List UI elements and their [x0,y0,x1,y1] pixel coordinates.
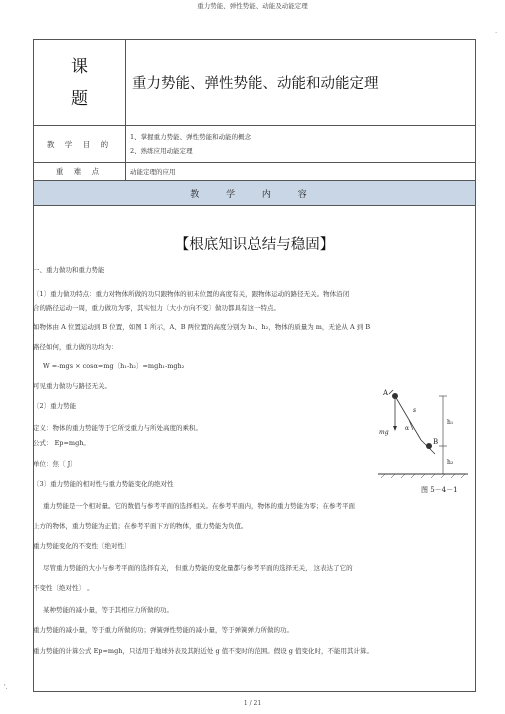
paragraph-line: 如物体由 A 位置运动到 B 位置，如图 1 所示，A、B 两位置的高度分别为 h₁、h₂，物体的质量为 m，无论从 A 到 B [33,323,371,331]
running-header: 重力势能、弹性势能、动能及动能定理 [197,2,308,10]
label-a: A [383,389,389,397]
paragraph-line: 可见重力做功与路径无关。 [33,382,111,390]
label-b: B [433,438,439,446]
course-title: 重力势能、弹性势能、动能和动能定理 [126,40,476,126]
lesson-header-table [33,39,476,206]
paragraph-line: 〔1〕重力做功特点：重力对物体所做的功只跟物体的初末位置的高度有关，跟物体运动的路径无关。物体沿闭 [33,290,350,298]
heading-potential-energy: 〔2〕重力势能 [33,402,77,410]
paragraph-line: 重力势能是一个相对量。它的数值与参考平面的选择相关。在参考平面内，物体的重力势能为零；在参考平面 [43,502,355,510]
label-alpha: α [405,425,410,432]
corner-mark: '. [4,684,8,691]
section-title: 【根底知识总结与稳固】 [174,237,335,253]
paragraph-line: 尽管重力势能的大小与参考平面的选择有关， 但重力势能的变化量都与参考平面的选择无关， 这表达了它的 [43,564,353,572]
figure-caption: 图 5－4－1 [421,486,458,494]
course-label-1: 课 [71,56,88,77]
course-label-cell [34,40,126,126]
header-dot: . [495,28,497,35]
formula-line: W =-mgs × cosα=mg〔h₁-h₂〕=mgh₁-mgh₂ [43,362,185,370]
label-mg: mg [379,429,389,436]
label-h2: h₂ [447,459,454,466]
label-h1: h₁ [447,419,454,426]
heading-relativity: 〔3〕重力势能的相对性与重力势能变化的绝对性 [33,480,174,488]
course-label-2: 题 [71,88,88,109]
paragraph-line: 重力势能的计算公式 Ep=mgh，只适用于地球外表及其附近处 g 值不变时的范围。假设 g 值变化时，不能用其计算。 [33,647,374,655]
goals-cell [126,126,476,163]
unit-line: 单位：焦〔 J〕 [33,460,77,468]
paragraph-line: 重力势能变化的不变性〔绝对性〕 [33,542,131,550]
key-label: 重 难 点 [34,163,126,181]
formula-line: 公式： Ep=mgh。 [33,439,90,447]
paragraph-line: 路径如何，重力做的功均为： [33,343,118,351]
goal-item: 2、熟练应用动能定理 [130,147,193,155]
content-band: 教 学 内 容 [34,181,476,206]
paragraph-line: 上方的物体，重力势能为正值；在参考平面下方的物体，重力势能为负值。 [33,522,248,530]
paragraph-line: 合的路径运动一周，重力做功为零，其实恒力〔大小方向不变〕做功都具有这一特点。 [33,304,280,312]
incline-figure [373,386,473,496]
paragraph-line: 某种势能的减小量，等于其相应力所做的功。 [43,606,173,614]
label-s: s [413,407,417,414]
definition-line: 定义：物体的重力势能等于它所受重力与所处高度的乘积。 [33,424,202,432]
heading-gravity-work: 一、重力做功和重力势能 [33,266,105,274]
page-number: 1 / 21 [243,700,262,707]
goal-item: 1、掌握重力势能、弹性势能和动能的概念 [130,133,252,141]
key-text: 动能定理的应用 [126,163,476,181]
paragraph-line: 重力势能的减小量，等于重力所做的功；弹簧弹性势能的减小量，等于弹簧弹力所做的功。 [33,626,293,634]
goals-label: 教 学 目 的 [34,126,126,163]
paragraph-line: 不变性〔绝对性〕 。 [33,584,94,592]
